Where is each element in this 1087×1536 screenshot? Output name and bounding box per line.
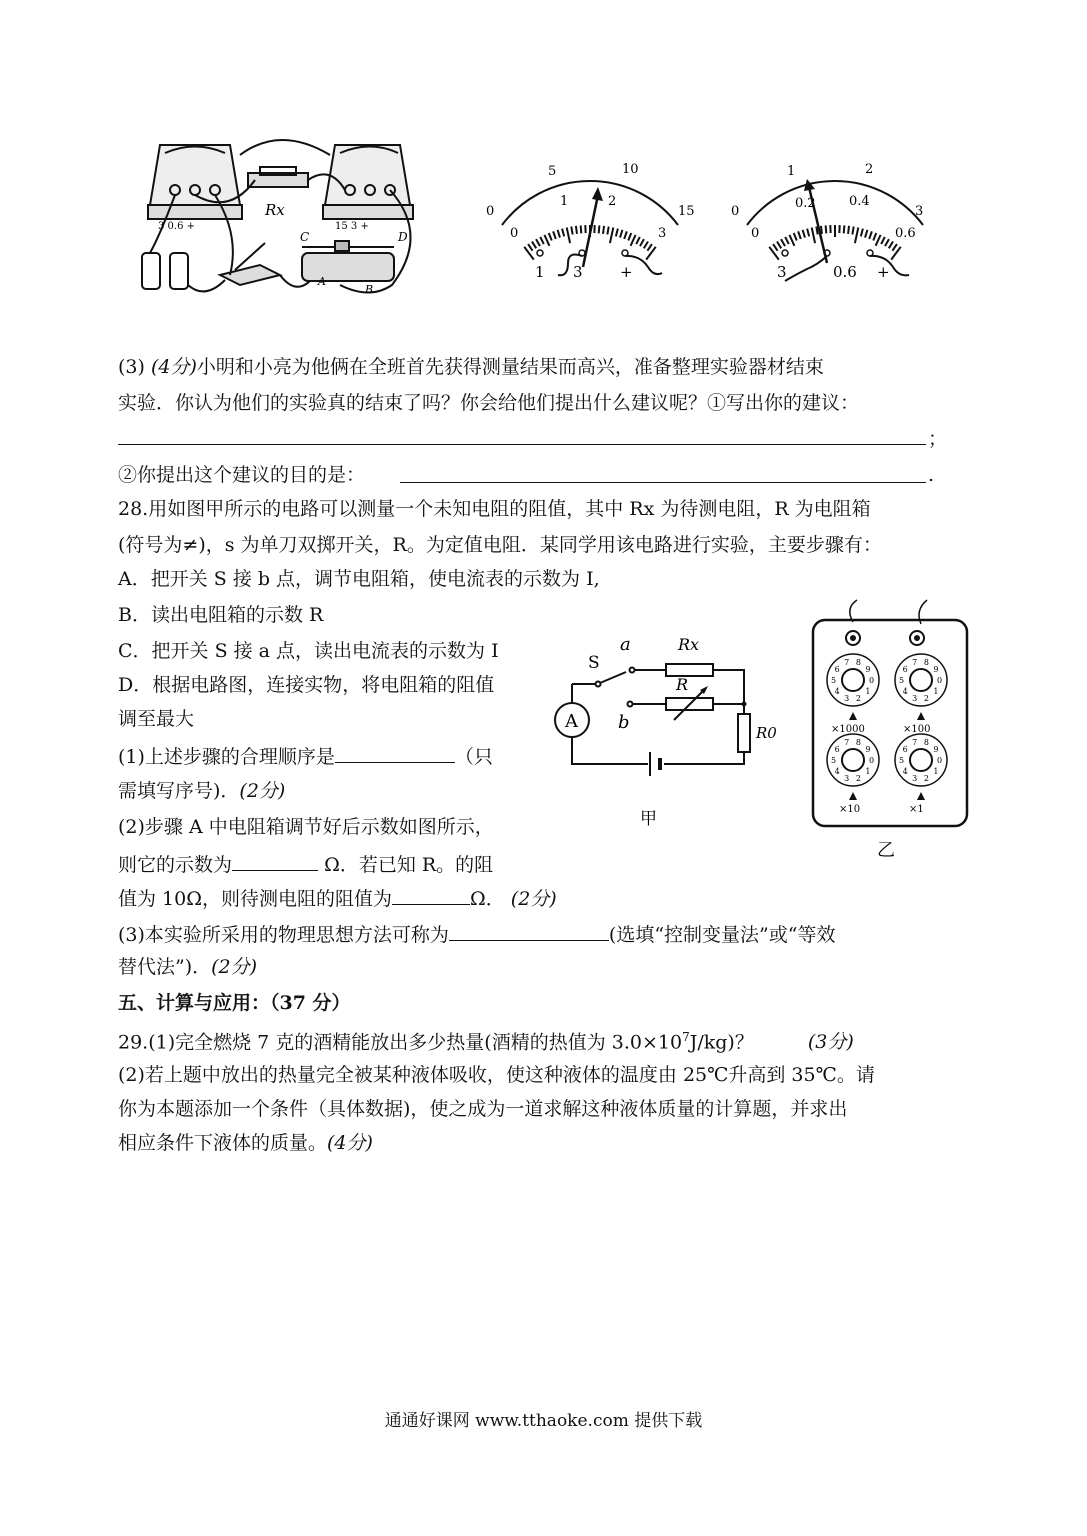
dial-digit: 9: [933, 744, 939, 754]
q28-intro1: 28.用如图甲所示的电路可以测量一个未知电阻的阻值，其中 Rx 为待测电阻，R 为电阻箱: [118, 498, 871, 520]
dial-digit: 7: [844, 737, 850, 747]
dial-digit: 1: [933, 687, 939, 697]
dial-right-top-0: 0: [731, 204, 740, 219]
circuit-diagram: [548, 628, 788, 838]
dial-tick: [616, 229, 618, 237]
dial-pointer: [849, 712, 857, 720]
dial-right-term-0: 3: [777, 263, 787, 281]
dial-tick: [855, 227, 858, 243]
multiplier-1: ×1: [909, 804, 924, 815]
dial-hub: [910, 749, 932, 771]
dial-digit: 3: [912, 694, 918, 704]
contact-b-label: b: [618, 712, 630, 733]
dial-tick: [558, 230, 560, 238]
dial-tick: [581, 225, 582, 233]
q28-part2-line2: 则它的示数为 Ω．若已知 R。的阻: [118, 850, 493, 878]
q28-rx-blank[interactable]: [392, 884, 470, 905]
dial-digit: 4: [834, 767, 840, 777]
dial-tick: [607, 227, 608, 235]
dial-digit: 9: [933, 664, 939, 674]
label-a: A: [318, 275, 326, 288]
dial-digit: 1: [933, 767, 939, 777]
dial-digit: 3: [844, 694, 850, 704]
resistance-box-caption: 乙: [877, 840, 895, 861]
dial-right-term-1: 0.6: [833, 263, 857, 281]
dial-tick: [848, 226, 849, 234]
dial-hub: [842, 749, 864, 771]
q28-part3-line2: 替代法”)．(2分): [118, 956, 258, 978]
dial-tick: [620, 230, 622, 238]
dial-digit: 8: [923, 737, 929, 747]
dial-left-bot-2: 2: [608, 194, 617, 209]
dial-tick: [636, 237, 640, 244]
dial-digit: 2: [923, 694, 929, 704]
dial-tick: [852, 227, 853, 235]
dial-tick: [631, 235, 636, 246]
dial-left-bot-3: 3: [658, 226, 667, 241]
dial-tick: [892, 244, 897, 251]
dial-tick: [544, 235, 549, 246]
q28-part3-score: (2分): [211, 956, 258, 978]
dial-tick: [647, 244, 652, 251]
dial-tick: [536, 239, 540, 246]
dial-left-term-2: +: [620, 263, 633, 281]
dial-digit: 0: [869, 756, 875, 765]
dial-left-term-0: 1: [535, 263, 545, 281]
dial-tick: [599, 225, 600, 233]
dial-tick: [785, 237, 789, 244]
dial-digit: 4: [902, 767, 908, 777]
dial-tick: [889, 242, 893, 249]
dial-digit: 6: [902, 664, 908, 674]
dial-hub: [842, 669, 864, 691]
dial-right-term-2: +: [877, 263, 890, 281]
dial-right-bot-3: 0.6: [895, 226, 916, 241]
dial-pointer: [917, 712, 925, 720]
q29-part2-line3: 相应条件下液体的质量。(4分): [118, 1132, 373, 1154]
dial-tick: [603, 226, 604, 234]
dial-right-top-3: 3: [915, 204, 924, 219]
dial-digit: 4: [834, 687, 840, 697]
q28-reading-blank[interactable]: [232, 850, 318, 871]
dial-digit: 7: [912, 737, 918, 747]
dial-tick: [873, 233, 876, 240]
dial-digit: 0: [937, 756, 943, 765]
q28-step-d1: D．根据电路图，连接实物，将电阻箱的阻值: [118, 674, 495, 696]
dial-left-top-2: 10: [622, 162, 639, 177]
multiplier-1000: ×1000: [831, 724, 865, 735]
switch-label: S: [588, 653, 600, 673]
q3-line1: (3) (4分)小明和小亮为他俩在全班首先获得测量结果而高兴，准备整理实验器材结束: [118, 356, 824, 378]
dial-right-bot-1: 0.2: [795, 196, 816, 211]
dial-hub: [910, 669, 932, 691]
dial-tick: [803, 230, 805, 238]
dial-digit: 5: [831, 676, 837, 685]
q28-step-c: C．把开关 S 接 a 点，读出电流表的示数为 I: [118, 640, 499, 662]
q28-part2-line1: (2)步骤 A 中电阻箱调节好后示数如图所示，: [118, 816, 494, 838]
dial-digit: 9: [865, 744, 871, 754]
q28-step-b: B．读出电阻箱的示数 R: [118, 604, 324, 626]
section5-title: 五、计算与应用：（37 分）: [118, 992, 351, 1014]
q3-line2: 实验．你认为他们的实验真的结束了吗？你会给他们提出什么建议呢？①写出你的建议：: [118, 392, 860, 414]
dial-right-top-2: 2: [865, 162, 874, 177]
dial-tick: [789, 235, 794, 246]
ammeter-symbol: A: [565, 711, 578, 732]
resistance-box-figure: [805, 598, 980, 868]
dial-tick: [876, 235, 881, 246]
r0-symbol-label: R0: [756, 724, 777, 742]
dial-left-top-1: 5: [548, 164, 557, 179]
dial-tick: [576, 226, 577, 234]
dial-digit: 4: [902, 687, 908, 697]
label-c: C: [300, 230, 310, 244]
q28-intro2: (符号为≠)，s 为单刀双掷开关，R。为定值电阻．某同学用该电路进行实验，主要步骤有：: [118, 534, 882, 556]
dial-tick: [869, 231, 872, 239]
rx-label: Rx: [265, 201, 285, 219]
dial-digit: 8: [923, 657, 929, 667]
right-meter-terminals: 15 3 +: [335, 221, 369, 232]
meter-dial-left: [480, 155, 710, 290]
dial-left-bot-0: 0: [510, 226, 519, 241]
r-symbol-label: R: [676, 675, 689, 694]
dial-digit: 8: [855, 737, 861, 747]
apparatus-figure: [130, 135, 430, 305]
dial-tick: [553, 231, 556, 239]
dial-tick: [781, 239, 785, 246]
dial-tick: [540, 237, 544, 244]
dial-tick: [881, 237, 885, 244]
q3-suggestion-blank[interactable]: [118, 444, 926, 445]
label-d: D: [398, 230, 408, 244]
dial-tick: [885, 239, 889, 246]
dial-tick: [865, 230, 867, 238]
dial-tick: [794, 233, 797, 240]
dial-right-bot-2: 0.4: [849, 194, 870, 209]
label-b: B: [365, 283, 374, 296]
q29-part2-line2: 你为本题添加一个条件（具体数据)，使之成为一道求解这种液体质量的计算题，并求出: [118, 1098, 848, 1120]
q28-part3-line1: (3)本实验所采用的物理思想方法可称为 (选填“控制变量法”或“等效: [118, 920, 835, 948]
q28-part1-line1: (1)上述步骤的合理顺序是 （只: [118, 742, 493, 770]
dial-left-bot-1: 1: [560, 194, 569, 209]
q3-line4: ②你提出这个建议的目的是：: [118, 464, 366, 486]
dial-digit: 2: [923, 774, 929, 784]
contact-a-label: a: [620, 634, 631, 655]
q29-part2-score: (4分): [327, 1132, 373, 1154]
dial-digit: 6: [834, 744, 840, 754]
multiplier-10: ×10: [839, 804, 861, 815]
q3-score: (4分): [150, 356, 197, 378]
dial-digit: 5: [831, 756, 837, 765]
dial-digit: 1: [865, 767, 871, 777]
dial-digit: 7: [844, 657, 850, 667]
dial-tick: [861, 229, 863, 237]
dial-tick: [610, 227, 613, 243]
dial-tick: [562, 229, 564, 237]
dial-digit: 1: [865, 687, 871, 697]
dial-tick: [549, 233, 552, 240]
dial-tick: [812, 227, 815, 243]
dial-tick: [640, 239, 644, 246]
dial-tick: [798, 231, 801, 239]
dial-digit: 2: [855, 774, 861, 784]
dial-digit: 0: [869, 676, 875, 685]
dial-left-top-3: 15: [678, 204, 695, 219]
dial-tick: [807, 229, 809, 237]
dial-tick: [567, 227, 570, 243]
left-meter-terminals: 3 0.6 +: [158, 221, 196, 232]
dial-tick: [773, 244, 778, 251]
q28-step-a: A．把开关 S 接 b 点，调节电阻箱，使电流表的示数为 I,: [118, 568, 600, 590]
dial-digit: 8: [855, 657, 861, 667]
q29-part2-line1: (2)若上题中放出的热量完全被某种液体吸收，使这种液体的温度由 25℃升高到 35℃。请: [118, 1064, 875, 1086]
multiplier-100: ×100: [903, 724, 931, 735]
q3-purpose-blank[interactable]: [400, 482, 926, 483]
dial-tick: [571, 227, 572, 235]
dial-left-top-0: 0: [486, 204, 495, 219]
dial-digit: 5: [899, 756, 905, 765]
dial-tick: [844, 225, 845, 233]
dial-digit: 5: [899, 676, 905, 685]
dial-tick: [532, 242, 536, 249]
q28-part1-line2: 需填写序号)．(2分): [118, 780, 286, 802]
dial-digit: 6: [902, 744, 908, 754]
q29-exponent: 7: [682, 1030, 690, 1044]
dial-pointer: [849, 792, 857, 800]
dial-pointer: [917, 792, 925, 800]
q28-method-blank[interactable]: [449, 920, 609, 941]
q28-part2-score: (2分): [510, 888, 557, 910]
dial-digit: 9: [865, 664, 871, 674]
q28-part2-line3: 值为 10Ω，则待测电阻的阻值为 Ω． (2分): [118, 884, 557, 912]
dial-tick: [826, 225, 827, 233]
dial-tick: [528, 244, 533, 251]
dial-digit: 0: [937, 676, 943, 685]
dial-tick: [644, 242, 648, 249]
q28-order-blank[interactable]: [335, 742, 455, 763]
dial-digit: 3: [844, 774, 850, 784]
dial-digit: 7: [912, 657, 918, 667]
dial-tick: [628, 233, 631, 240]
meter-dial-right: [725, 155, 955, 290]
dial-tick: [777, 242, 781, 249]
dial-right-bot-0: 0: [751, 226, 760, 241]
dial-digit: 2: [855, 694, 861, 704]
rx-symbol-label: Rx: [678, 635, 700, 654]
q3-semicolon: ；: [928, 428, 948, 450]
page-footer: 通通好课网 www.tthaoke.com 提供下载: [384, 1411, 703, 1431]
circuit-caption: 甲: [640, 809, 657, 829]
q29-part1-score: (3分): [807, 1031, 854, 1054]
q28-step-d2: 调至最大: [118, 708, 195, 730]
dial-digit: 3: [912, 774, 918, 784]
dial-tick: [624, 231, 627, 239]
dial-digit: 6: [834, 664, 840, 674]
q29-part1: 29.(1)完全燃烧 7 克的酒精能放出多少热量(酒精的热值为 $3.0\times 10^7J/kg$)？ (3分): [118, 1030, 854, 1054]
dial-right-top-1: 1: [787, 164, 796, 179]
dial-left-term-1: 3: [573, 263, 583, 281]
q28-part1-score: (2分): [239, 780, 286, 802]
q3-period: .: [928, 464, 935, 486]
